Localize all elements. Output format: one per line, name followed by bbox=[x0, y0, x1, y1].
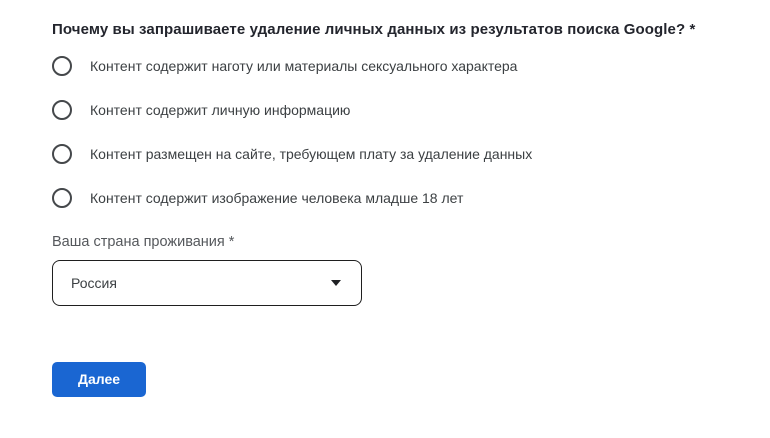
radio-option-personal-info[interactable] bbox=[52, 100, 770, 120]
radio-option-label: Контент содержит личную информацию bbox=[90, 102, 351, 118]
radio-option-label: Контент размещен на сайте, требующем плату за удаление данных bbox=[90, 146, 533, 162]
radio-option-label: Контент содержит изображение человека младше 18 лет bbox=[90, 190, 464, 206]
required-asterisk: * bbox=[228, 234, 235, 250]
country-label-text: Ваша страна проживания bbox=[52, 234, 225, 250]
question-title bbox=[52, 20, 770, 40]
radio-button-icon[interactable] bbox=[52, 188, 72, 208]
country-select[interactable] bbox=[52, 260, 362, 306]
radio-button-icon[interactable] bbox=[52, 144, 72, 164]
radio-button-icon[interactable] bbox=[52, 100, 72, 120]
question-title-text: Почему вы запрашиваете удаление личных данных из результатов поиска Google? bbox=[52, 21, 686, 38]
country-section bbox=[52, 234, 770, 306]
country-label bbox=[52, 234, 770, 251]
country-select-value: Россия bbox=[71, 275, 117, 291]
radio-option-minor-image[interactable] bbox=[52, 188, 770, 208]
radio-option-nudity[interactable] bbox=[52, 56, 770, 76]
reason-radio-group bbox=[52, 56, 770, 208]
chevron-down-icon bbox=[331, 280, 341, 286]
radio-option-label: Контент содержит наготу или материалы сексуального характера bbox=[90, 58, 518, 74]
radio-button-icon[interactable] bbox=[52, 56, 72, 76]
radio-option-paid-removal-site[interactable] bbox=[52, 144, 770, 164]
required-asterisk: * bbox=[689, 21, 696, 38]
next-button[interactable]: Далее bbox=[52, 362, 146, 397]
